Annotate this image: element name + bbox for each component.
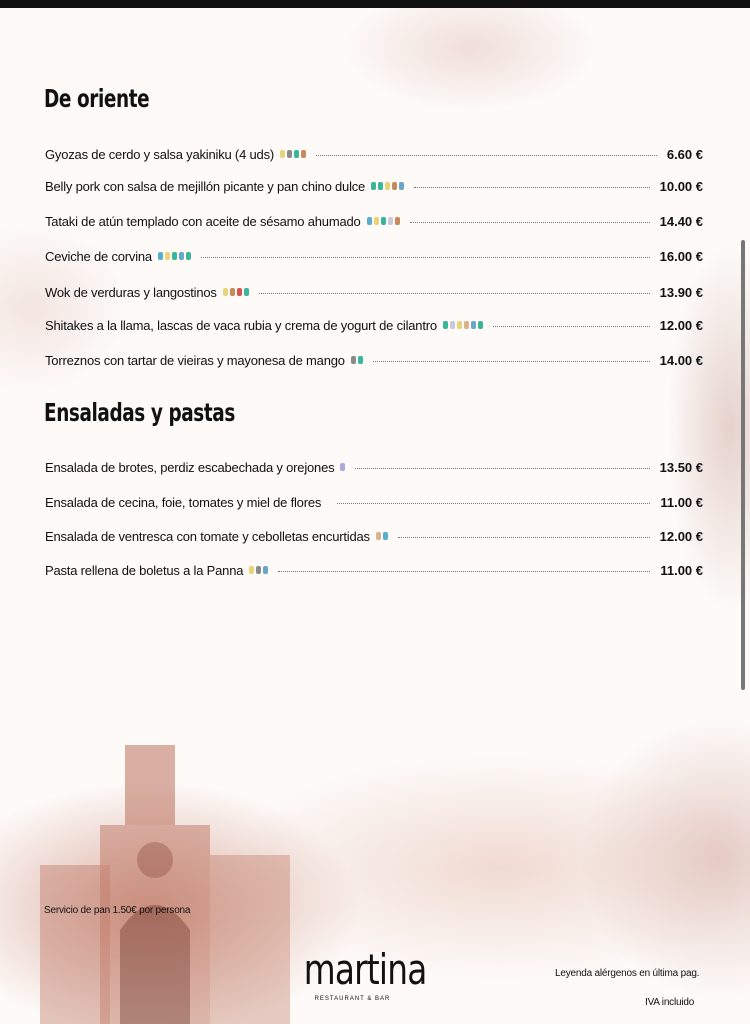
menu-item-name: Belly pork con salsa de mejillón picante y pan chino dulce bbox=[45, 178, 366, 194]
menu-item-price: 13.50 € bbox=[659, 459, 703, 475]
allergen-icon bbox=[358, 356, 363, 364]
menu-item-price: 6.60 € bbox=[666, 146, 703, 162]
allergen-icon bbox=[457, 321, 462, 329]
allergen-icon bbox=[374, 217, 379, 225]
allergen-icon bbox=[237, 288, 242, 296]
menu-item-price: 11.00 € bbox=[660, 494, 703, 510]
dot-leader bbox=[201, 257, 650, 258]
allergen-icon bbox=[383, 532, 388, 540]
dot-leader bbox=[316, 155, 657, 156]
allergen-icon bbox=[340, 463, 345, 471]
allergen-icon bbox=[244, 288, 249, 296]
allergen-icon bbox=[376, 532, 381, 540]
allergen-icon bbox=[450, 321, 455, 329]
allergen-icon bbox=[256, 566, 261, 574]
menu-item-name: Torreznos con tartar de vieiras y mayonesa de mango bbox=[45, 352, 345, 368]
menu-item-price: 14.40 € bbox=[659, 213, 703, 229]
allergen-icons bbox=[443, 321, 483, 329]
menu-item-name: Tataki de atún templado con aceite de sésamo ahumado bbox=[45, 213, 361, 229]
menu-item-price: 11.00 € bbox=[660, 562, 703, 578]
allergen-icons bbox=[367, 217, 400, 225]
dot-leader bbox=[355, 468, 649, 469]
menu-item bbox=[45, 492, 703, 512]
dot-leader bbox=[398, 537, 650, 538]
dot-leader bbox=[414, 187, 650, 188]
bread-service-note: Servicio de pan 1.50€ por persona bbox=[44, 905, 191, 916]
section-title: Ensaladas y pastas bbox=[44, 398, 235, 427]
menu-item-price: 16.00 € bbox=[659, 248, 703, 264]
allergen-icons bbox=[351, 356, 363, 364]
dot-leader bbox=[278, 571, 650, 572]
dot-leader bbox=[410, 222, 650, 223]
menu-item bbox=[45, 176, 703, 196]
allergen-icon bbox=[392, 182, 397, 190]
menu-item-name: Ensalada de ventresca con tomate y cebolletas encurtidas bbox=[45, 528, 370, 544]
menu-item bbox=[45, 211, 703, 231]
menu-item-price: 14.00 € bbox=[659, 352, 703, 368]
allergen-icon bbox=[443, 321, 448, 329]
allergen-icon bbox=[381, 217, 386, 225]
dot-leader bbox=[493, 326, 650, 327]
allergen-icon bbox=[165, 252, 170, 260]
dot-leader bbox=[373, 361, 650, 362]
allergen-icon bbox=[351, 356, 356, 364]
allergen-icon bbox=[249, 566, 254, 574]
logo-name: martina bbox=[303, 945, 427, 994]
allergen-icon bbox=[399, 182, 404, 190]
allergen-icon bbox=[230, 288, 235, 296]
allergen-icons bbox=[340, 463, 345, 471]
logo-subtitle: RESTAURANT & BAR bbox=[314, 996, 391, 1002]
allergen-icon bbox=[385, 182, 390, 190]
allergen-icon bbox=[186, 252, 191, 260]
allergen-icon bbox=[294, 150, 299, 158]
allergen-icon bbox=[158, 252, 163, 260]
allergen-icon bbox=[371, 182, 376, 190]
menu-item-name: Gyozas de cerdo y salsa yakiniku (4 uds) bbox=[45, 146, 274, 162]
allergen-icon bbox=[367, 217, 372, 225]
allergen-icon bbox=[388, 217, 393, 225]
allergen-icon bbox=[280, 150, 285, 158]
allergen-icon bbox=[263, 566, 268, 574]
scrollbar[interactable] bbox=[741, 240, 745, 690]
allergen-icons bbox=[280, 150, 306, 158]
menu-item-name: Wok de verduras y langostinos bbox=[45, 284, 217, 300]
allergen-icon bbox=[478, 321, 483, 329]
restaurant-logo bbox=[290, 945, 427, 1002]
menu-item-price: 13.90 € bbox=[659, 284, 703, 300]
allergen-icon bbox=[301, 150, 306, 158]
menu-item-name: Ceviche de corvina bbox=[45, 248, 152, 264]
top-bar bbox=[0, 0, 750, 8]
allergen-icons bbox=[249, 566, 268, 574]
allergen-icon bbox=[471, 321, 476, 329]
menu-item bbox=[45, 350, 703, 370]
allergen-icon bbox=[223, 288, 228, 296]
allergen-icons bbox=[158, 252, 191, 260]
allergen-icons bbox=[376, 532, 388, 540]
menu-item-name: Shitakes a la llama, lascas de vaca rubia y crema de yogurt de cilantro bbox=[45, 317, 437, 333]
menu-item-name: Ensalada de brotes, perdiz escabechada y orejones bbox=[45, 459, 335, 475]
menu-item-price: 12.00 € bbox=[659, 528, 703, 544]
allergen-icon bbox=[179, 252, 184, 260]
dot-leader bbox=[337, 503, 650, 504]
menu-item-price: 10.00 € bbox=[659, 178, 703, 194]
allergen-icons bbox=[223, 288, 249, 296]
vat-note: IVA incluido bbox=[645, 997, 695, 1008]
church-illustration bbox=[40, 745, 290, 1024]
allergen-icon bbox=[172, 252, 177, 260]
menu-item bbox=[45, 144, 703, 164]
menu-item bbox=[45, 526, 703, 546]
allergen-icon bbox=[395, 217, 400, 225]
allergen-icons bbox=[371, 182, 404, 190]
menu-item bbox=[45, 457, 703, 477]
allergen-icon bbox=[378, 182, 383, 190]
menu-item-name: Pasta rellena de boletus a la Panna bbox=[45, 562, 244, 578]
menu-item bbox=[45, 282, 703, 302]
allergen-icon bbox=[464, 321, 469, 329]
menu-item bbox=[45, 246, 703, 266]
dot-leader bbox=[259, 293, 650, 294]
allergen-legend-note: Leyenda alérgenos en última pag. bbox=[555, 968, 700, 979]
menu-item-name: Ensalada de cecina, foie, tomates y miel de flores bbox=[45, 494, 322, 510]
menu-item-price: 12.00 € bbox=[659, 317, 703, 333]
section-title: De oriente bbox=[44, 84, 150, 113]
menu-item bbox=[45, 560, 703, 580]
menu-item bbox=[45, 315, 703, 335]
allergen-icon bbox=[287, 150, 292, 158]
